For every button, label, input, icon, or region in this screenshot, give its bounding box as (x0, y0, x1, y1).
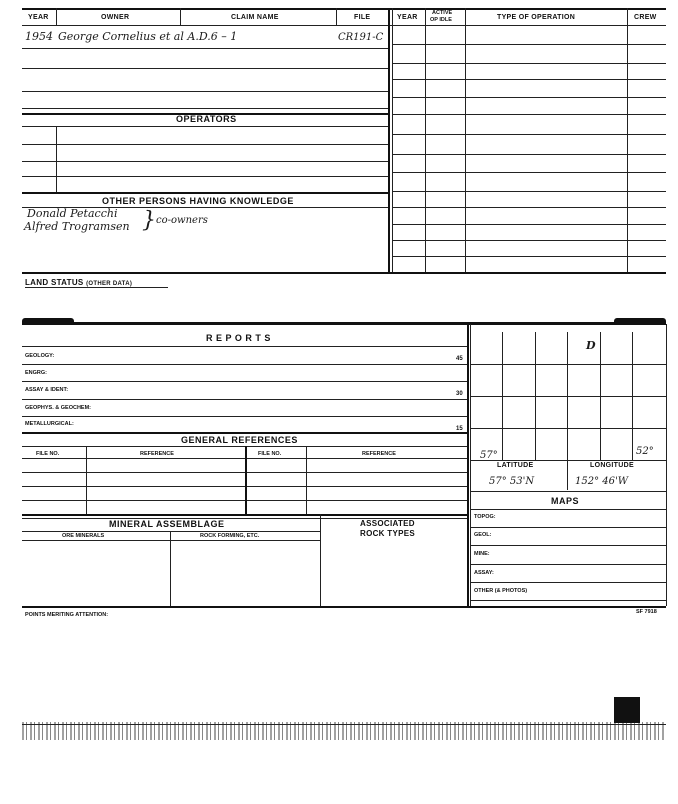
maps-assay: ASSAY: (474, 570, 494, 576)
associated-rock-types-2: ROCK TYPES (360, 529, 416, 538)
report-assay-num: 30 (456, 391, 463, 397)
land-status-label: LAND STATUS (OTHER DATA) (25, 278, 133, 287)
other-person-1: Donald Petacchi (27, 207, 118, 220)
longitude-value: 152° 46'W (575, 476, 629, 487)
points-meriting-attention: POINTS MERITING ATTENTION: (25, 612, 109, 618)
maps-other: OTHER (& PHOTOS) (474, 588, 528, 594)
latitude-label: LATITUDE (497, 462, 534, 469)
form-number: SF 7918 (636, 609, 657, 615)
report-geology-num: 45 (456, 356, 463, 362)
report-assay: ASSAY & IDENT: (25, 387, 69, 393)
maps-topog: TOPOG: (474, 514, 496, 520)
grid-mark: D (586, 339, 596, 352)
ore-minerals-label: ORE MINERALS (62, 533, 105, 539)
ref-col-file-2: FILE NO. (258, 451, 282, 457)
header-owner: OWNER (101, 14, 130, 21)
ref-col-ref-1: REFERENCE (140, 451, 174, 457)
grid-lat-left: 57° (480, 450, 498, 461)
ink-blob-right (614, 318, 666, 325)
entry-file: CR191-C (338, 32, 384, 43)
general-references-title: GENERAL REFERENCES (181, 435, 298, 445)
header-active-2: OP IDLE (430, 17, 452, 23)
maps-mine: MINE: (474, 551, 490, 557)
report-geophys: GEOPHYS. & GEOCHEM: (25, 405, 92, 411)
reports-title: R E P O R T S (206, 333, 271, 343)
mineral-assemblage-title: MINERAL ASSEMBLAGE (109, 519, 225, 529)
header-active-1: ACTIVE (432, 10, 453, 16)
other-persons-title: OTHER PERSONS HAVING KNOWLEDGE (102, 196, 294, 206)
operators-title: OPERATORS (176, 114, 237, 124)
other-persons-note: co-owners (156, 215, 208, 226)
associated-rock-types-1: ASSOCIATED (360, 519, 415, 528)
report-geology: GEOLOGY: (25, 353, 55, 359)
other-person-2: Alfred Trogramsen (24, 220, 130, 233)
grid-lat-right: 52° (636, 446, 654, 457)
ref-col-file-1: FILE NO. (36, 451, 60, 457)
maps-title: MAPS (551, 496, 580, 506)
header-year: YEAR (28, 14, 49, 21)
header-file: FILE (354, 14, 371, 21)
rock-forming-label: ROCK FORMING, ETC. (200, 533, 260, 539)
maps-geol: GEOL: (474, 532, 492, 538)
entry-owner-claim: George Cornelius et al A.D.6 – 1 (58, 30, 238, 43)
header-crew: CREW (634, 14, 657, 21)
report-metallurgical: METALLURGICAL: (25, 421, 74, 427)
ref-col-ref-2: REFERENCE (362, 451, 396, 457)
ink-blob-left (22, 318, 74, 325)
header-claim-name: CLAIM NAME (231, 14, 279, 21)
latitude-value: 57° 53'N (489, 476, 535, 487)
entry-year: 1954 (25, 30, 53, 43)
ink-block-bottom-right (614, 697, 640, 723)
longitude-label: LONGITUDE (590, 462, 634, 469)
brace-glyph: } (142, 208, 156, 233)
header-type-of-operation: TYPE OF OPERATION (497, 14, 576, 21)
report-metallurgical-num: 15 (456, 426, 463, 432)
report-engrg: ENGRG: (25, 370, 47, 376)
header-year-2: YEAR (397, 14, 418, 21)
